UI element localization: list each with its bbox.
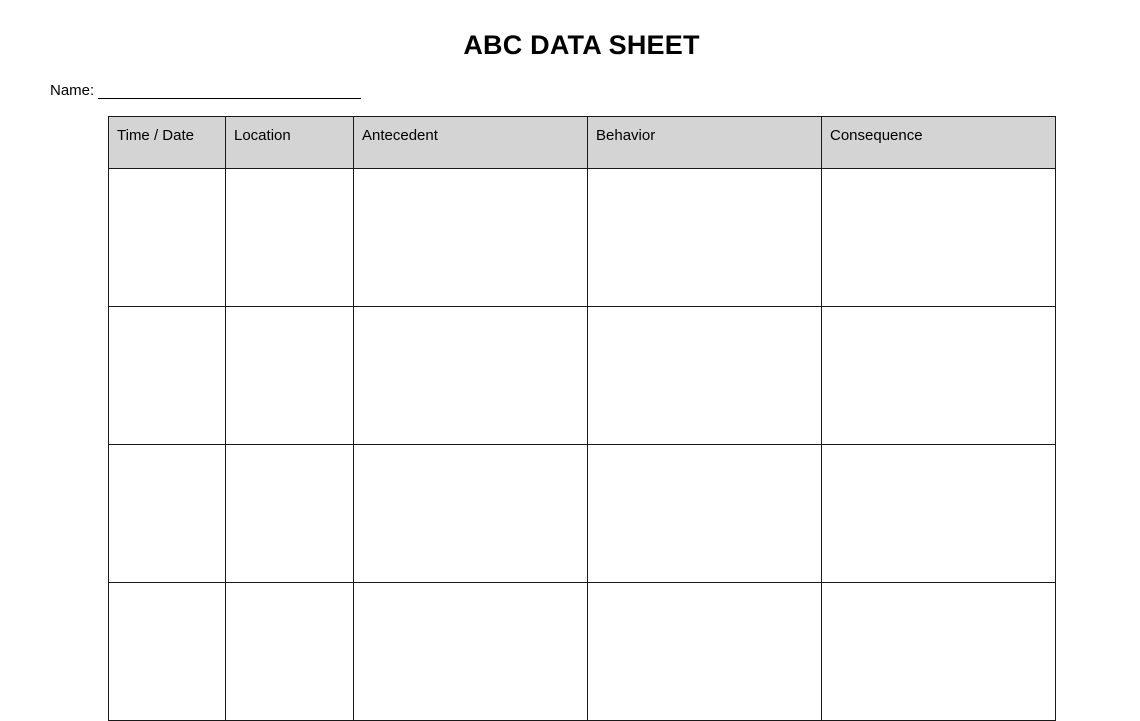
- column-header-time-date: Time / Date: [109, 117, 226, 169]
- cell-time-date[interactable]: [109, 445, 226, 583]
- cell-location[interactable]: [226, 445, 354, 583]
- table-header-row: [109, 117, 1056, 169]
- column-header-behavior: Behavior: [588, 117, 822, 169]
- cell-location[interactable]: [226, 583, 354, 721]
- cell-behavior[interactable]: [588, 583, 822, 721]
- table-row: [109, 445, 1056, 583]
- cell-time-date[interactable]: [109, 583, 226, 721]
- table-row: [109, 307, 1056, 445]
- name-label: Name:: [50, 82, 95, 99]
- cell-antecedent[interactable]: [354, 307, 588, 445]
- cell-behavior[interactable]: [588, 307, 822, 445]
- page-title: ABC DATA SHEET: [463, 30, 700, 60]
- table-row: [109, 169, 1056, 307]
- name-blank-line[interactable]: [98, 83, 361, 99]
- name-field-row: [50, 81, 361, 101]
- cell-consequence[interactable]: [822, 583, 1056, 721]
- cell-behavior[interactable]: [588, 169, 822, 307]
- column-header-consequence: Consequence: [822, 117, 1056, 169]
- cell-antecedent[interactable]: [354, 583, 588, 721]
- column-header-antecedent: Antecedent: [354, 117, 588, 169]
- cell-time-date[interactable]: [109, 169, 226, 307]
- cell-location[interactable]: [226, 169, 354, 307]
- abc-data-table: [108, 116, 1056, 721]
- column-header-location: Location: [226, 117, 354, 169]
- table-row: [109, 583, 1056, 721]
- cell-consequence[interactable]: [822, 445, 1056, 583]
- cell-location[interactable]: [226, 307, 354, 445]
- cell-time-date[interactable]: [109, 307, 226, 445]
- cell-behavior[interactable]: [588, 445, 822, 583]
- cell-consequence[interactable]: [822, 307, 1056, 445]
- cell-consequence[interactable]: [822, 169, 1056, 307]
- cell-antecedent[interactable]: [354, 169, 588, 307]
- cell-antecedent[interactable]: [354, 445, 588, 583]
